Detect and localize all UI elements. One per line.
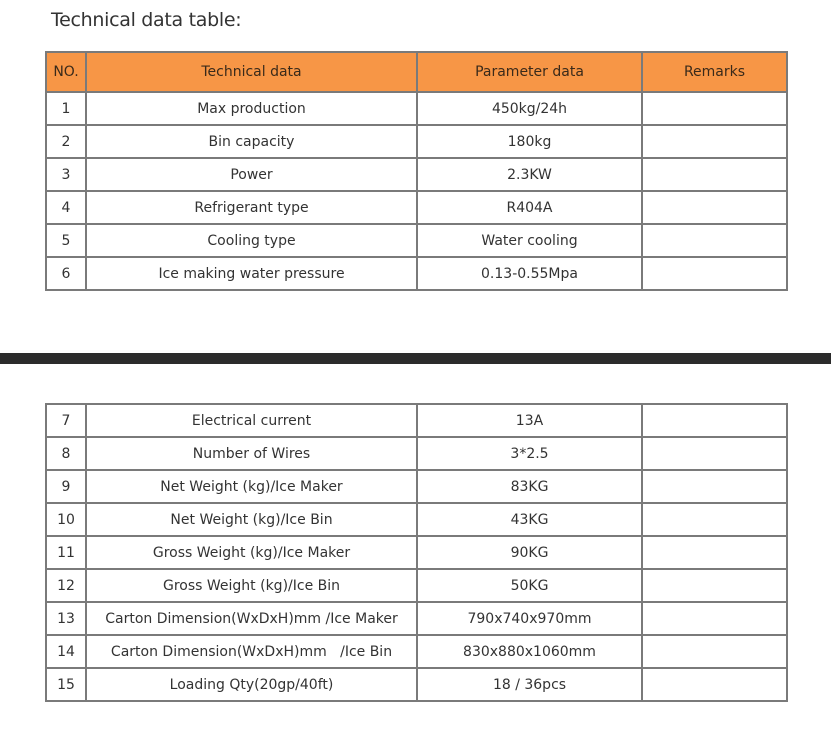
row-remarks xyxy=(642,404,787,437)
row-remarks xyxy=(642,224,787,257)
row-value: 0.13-0.55Mpa xyxy=(417,257,642,290)
row-item: Carton Dimension(WxDxH)mm /Ice Bin xyxy=(86,635,417,668)
table-header-row xyxy=(46,52,787,92)
row-no: 8 xyxy=(46,437,86,470)
row-item: Refrigerant type xyxy=(86,191,417,224)
technical-data-table-bottom xyxy=(45,403,788,702)
table-row xyxy=(46,224,787,257)
row-no: 3 xyxy=(46,158,86,191)
row-remarks xyxy=(642,257,787,290)
row-value: 790x740x970mm xyxy=(417,602,642,635)
table-row xyxy=(46,470,787,503)
row-value: 830x880x1060mm xyxy=(417,635,642,668)
row-value: 450kg/24h xyxy=(417,92,642,125)
row-value: 90KG xyxy=(417,536,642,569)
row-remarks xyxy=(642,470,787,503)
table-row xyxy=(46,536,787,569)
table-row xyxy=(46,503,787,536)
row-remarks xyxy=(642,158,787,191)
table-row xyxy=(46,569,787,602)
table-row xyxy=(46,602,787,635)
technical-data-table-top xyxy=(45,51,788,291)
row-value: 180kg xyxy=(417,125,642,158)
row-remarks xyxy=(642,191,787,224)
row-no: 2 xyxy=(46,125,86,158)
row-value: 83KG xyxy=(417,470,642,503)
header-technical-data: Technical data xyxy=(86,52,417,92)
row-item: Max production xyxy=(86,92,417,125)
row-item: Number of Wires xyxy=(86,437,417,470)
row-remarks xyxy=(642,503,787,536)
row-remarks xyxy=(642,668,787,701)
table-row xyxy=(46,668,787,701)
row-value: 13A xyxy=(417,404,642,437)
table-row xyxy=(46,404,787,437)
row-item: Bin capacity xyxy=(86,125,417,158)
row-value: 3*2.5 xyxy=(417,437,642,470)
page-title: Technical data table: xyxy=(51,9,242,31)
row-item: Gross Weight (kg)/Ice Maker xyxy=(86,536,417,569)
row-remarks xyxy=(642,635,787,668)
row-remarks xyxy=(642,125,787,158)
table-row xyxy=(46,437,787,470)
row-no: 5 xyxy=(46,224,86,257)
row-item: Net Weight (kg)/Ice Maker xyxy=(86,470,417,503)
row-remarks xyxy=(642,569,787,602)
row-no: 1 xyxy=(46,92,86,125)
row-value: 43KG xyxy=(417,503,642,536)
row-no: 14 xyxy=(46,635,86,668)
header-remarks: Remarks xyxy=(642,52,787,92)
row-no: 9 xyxy=(46,470,86,503)
row-value: 2.3KW xyxy=(417,158,642,191)
row-no: 4 xyxy=(46,191,86,224)
row-remarks xyxy=(642,602,787,635)
header-no: NO. xyxy=(46,52,86,92)
row-no: 13 xyxy=(46,602,86,635)
row-value: Water cooling xyxy=(417,224,642,257)
row-no: 6 xyxy=(46,257,86,290)
row-no: 11 xyxy=(46,536,86,569)
table-row xyxy=(46,92,787,125)
row-value: R404A xyxy=(417,191,642,224)
row-item: Loading Qty(20gp/40ft) xyxy=(86,668,417,701)
row-no: 15 xyxy=(46,668,86,701)
row-item: Electrical current xyxy=(86,404,417,437)
row-no: 12 xyxy=(46,569,86,602)
row-no: 7 xyxy=(46,404,86,437)
row-item: Carton Dimension(WxDxH)mm /Ice Maker xyxy=(86,602,417,635)
section-divider xyxy=(0,353,831,364)
row-remarks xyxy=(642,437,787,470)
row-no: 10 xyxy=(46,503,86,536)
row-remarks xyxy=(642,536,787,569)
row-remarks xyxy=(642,92,787,125)
row-value: 50KG xyxy=(417,569,642,602)
table-row xyxy=(46,635,787,668)
table-row xyxy=(46,158,787,191)
row-item: Cooling type xyxy=(86,224,417,257)
row-item: Ice making water pressure xyxy=(86,257,417,290)
table-row xyxy=(46,191,787,224)
table-row xyxy=(46,257,787,290)
row-value: 18 / 36pcs xyxy=(417,668,642,701)
table-row xyxy=(46,125,787,158)
row-item: Power xyxy=(86,158,417,191)
row-item: Gross Weight (kg)/Ice Bin xyxy=(86,569,417,602)
row-item: Net Weight (kg)/Ice Bin xyxy=(86,503,417,536)
header-parameter-data: Parameter data xyxy=(417,52,642,92)
